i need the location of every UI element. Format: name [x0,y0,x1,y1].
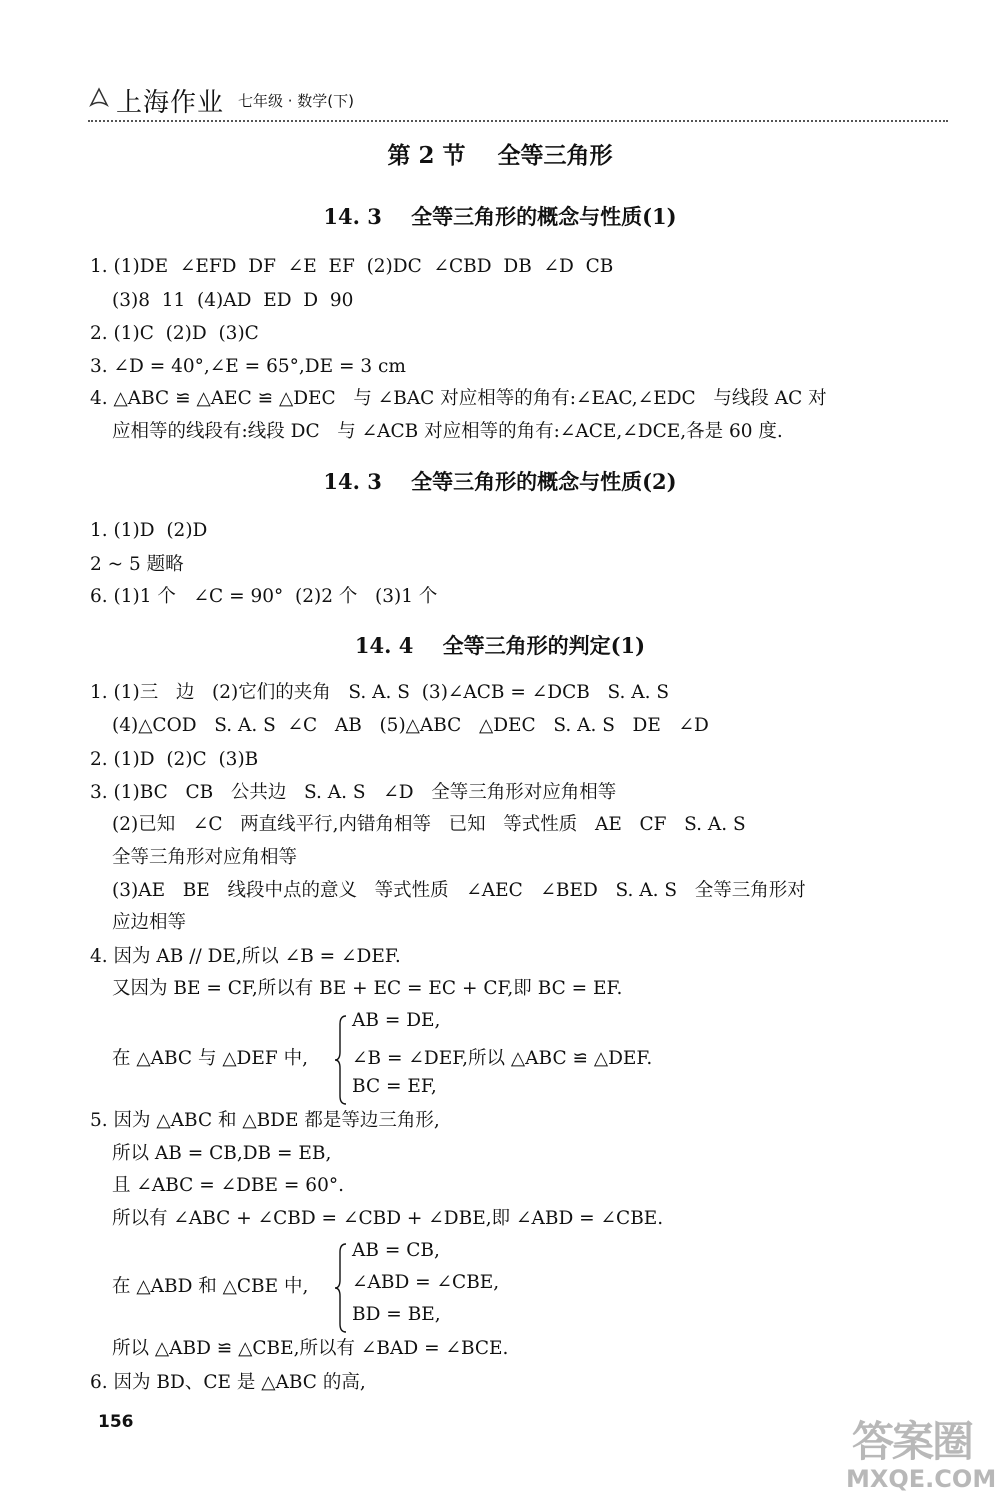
answer-line: 又因为 BE = CF,所以有 BE + EC = EC + CF,即 BC = EF. [112,978,623,999]
answer-line: 1. (1)DE ∠EFD DF ∠E EF (2)DC ∠CBD DB ∠D CB [90,256,614,277]
subsection-title-2: 14. 3 全等三角形的概念与性质(2) [323,469,677,494]
answer-line: 所以有 ∠ABC + ∠CBD = ∠CBD + ∠DBE,即 ∠ABD = ∠CBE. [112,1208,664,1229]
system-label: 在 △ABD 和 △CBE 中, [112,1276,309,1297]
answer-line: 所以 AB = CB,DB = EB, [112,1143,332,1164]
answer-line: 且 ∠ABC = ∠DBE = 60°. [112,1175,344,1196]
answer-line: 4. △ABC ≌ △AEC ≌ △DEC 与 ∠BAC 对应相等的角有:∠EAC,∠EDC 与线段 AC 对 [90,388,827,409]
header-divider [88,120,948,122]
answer-line: 2. (1)D (2)C (3)B [90,749,259,770]
section-title: 第 2 节 全等三角形 [387,142,613,169]
left-brace [334,1014,348,1106]
answer-line: 6. 因为 BD、CE 是 △ABC 的高, [90,1372,366,1393]
system-line: ∠ABD = ∠CBE, [352,1272,500,1293]
system-label: 在 △ABC 与 △DEF 中, [112,1048,308,1069]
page-number: 156 [98,1412,134,1432]
book-title: 上海作业 [116,88,225,118]
answer-line: 3. ∠D = 40°,∠E = 65°,DE = 3 cm [90,356,406,377]
watermark-url: MXQE.COM [846,1465,997,1493]
answer-line: 4. 因为 AB // DE,所以 ∠B = ∠DEF. [90,946,401,967]
answer-line: (3)AE BE 线段中点的意义 等式性质 ∠AEC ∠BED S. A. S 全等三角形对 [112,880,806,901]
system-line: AB = CB, [352,1240,440,1261]
subsection-title-1: 14. 3 全等三角形的概念与性质(1) [323,204,677,229]
system-line: BD = BE, [352,1304,441,1325]
left-brace [334,1242,348,1334]
answer-line: 1. (1)三 边 (2)它们的夹角 S. A. S (3)∠ACB = ∠DCB S. A. S [90,682,670,703]
watermark-logo [842,1401,997,1501]
subsection-title-3: 14. 4 全等三角形的判定(1) [354,633,646,658]
answer-line: 全等三角形对应角相等 [112,847,298,868]
system-line: BC = EF, [352,1076,437,1097]
book-subtitle: 七年级 · 数学(下) [238,92,355,110]
answer-line: 1. (1)D (2)D [90,520,208,541]
answer-line: (2)已知 ∠C 两直线平行,内错角相等 已知 等式性质 AE CF S. A. S [112,814,746,835]
answer-line: 5. 因为 △ABC 和 △BDE 都是等边三角形, [90,1110,440,1131]
answer-line: 应边相等 [112,912,187,933]
pen-nib-icon [88,86,110,108]
answer-line: 2. (1)C (2)D (3)C [90,323,259,344]
system-line: AB = DE, [352,1010,441,1031]
answer-line: 6. (1)1 个 ∠C = 90° (2)2 个 (3)1 个 [90,586,438,607]
answer-line: (3)8 11 (4)AD ED D 90 [112,290,354,311]
answer-line: (4)△COD S. A. S ∠C AB (5)△ABC △DEC S. A. S DE ∠D [112,715,709,736]
answer-line: 应相等的线段有:线段 DC 与 ∠ACB 对应相等的角有:∠ACE,∠DCE,各是 60 度. [112,421,783,442]
answer-line: 2 ~ 5 题略 [90,554,184,575]
watermark-text: 答案圈 [852,1417,973,1466]
answer-line: 所以 △ABD ≌ △CBE,所以有 ∠BAD = ∠BCE. [112,1338,509,1359]
answer-line: 3. (1)BC CB 公共边 S. A. S ∠D 全等三角形对应角相等 [90,782,617,803]
system-line: ∠B = ∠DEF,所以 △ABC ≌ △DEF. [352,1048,653,1069]
